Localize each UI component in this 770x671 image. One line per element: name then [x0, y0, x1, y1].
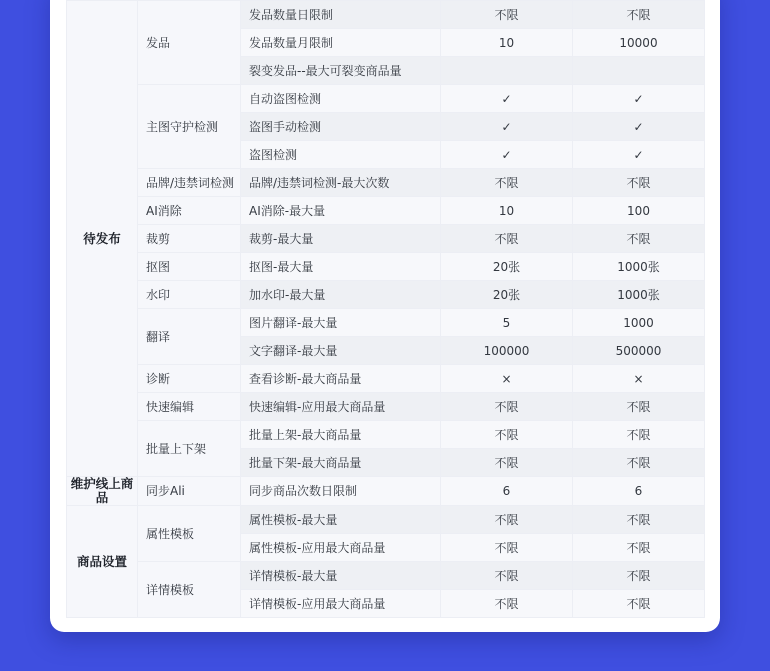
value-cell: 不限	[441, 393, 573, 421]
feature-label: 文字翻译-最大量	[241, 337, 441, 365]
value-cell: 不限	[573, 562, 705, 590]
category-label: 诊断	[138, 365, 241, 393]
value-cell: 1000	[573, 309, 705, 337]
value-cell: 6	[573, 477, 705, 506]
feature-label: 发品数量日限制	[241, 1, 441, 29]
check-icon: ✓	[441, 113, 573, 141]
check-icon: ✓	[573, 85, 705, 113]
group-label: 待发布	[67, 1, 138, 477]
value-cell: 不限	[573, 590, 705, 618]
feature-label: 盗图检测	[241, 141, 441, 169]
value-cell: 1000张	[573, 253, 705, 281]
category-label: 翻译	[138, 309, 241, 365]
feature-label: 盗图手动检测	[241, 113, 441, 141]
value-cell: 不限	[573, 506, 705, 534]
table-row	[67, 169, 705, 197]
feature-label: 详情模板-应用最大商品量	[241, 590, 441, 618]
category-label: AI消除	[138, 197, 241, 225]
value-cell: 不限	[441, 225, 573, 253]
feature-label: 快速编辑-应用最大商品量	[241, 393, 441, 421]
value-cell: 不限	[441, 534, 573, 562]
feature-label: 查看诊断-最大商品量	[241, 365, 441, 393]
category-label: 属性模板	[138, 506, 241, 562]
category-label: 批量上下架	[138, 421, 241, 477]
value-cell: 不限	[441, 1, 573, 29]
value-cell: 不限	[441, 421, 573, 449]
value-cell: 不限	[573, 449, 705, 477]
group-label: 维护线上商品	[67, 477, 138, 506]
table-row	[67, 281, 705, 309]
feature-label: 详情模板-最大量	[241, 562, 441, 590]
table-row	[67, 365, 705, 393]
value-cell: 不限	[573, 393, 705, 421]
table-row	[67, 506, 705, 534]
value-cell: 5	[441, 309, 573, 337]
comparison-card	[50, 0, 720, 632]
feature-label: 属性模板-最大量	[241, 506, 441, 534]
value-cell: 不限	[441, 562, 573, 590]
value-cell	[573, 57, 705, 85]
table-row	[67, 225, 705, 253]
value-cell: 10	[441, 197, 573, 225]
table-row	[67, 1, 705, 29]
cross-icon: ×	[573, 365, 705, 393]
feature-label: 批量上架-最大商品量	[241, 421, 441, 449]
table-row	[67, 421, 705, 449]
cross-icon: ×	[441, 365, 573, 393]
table-row	[67, 197, 705, 225]
value-cell: 不限	[441, 590, 573, 618]
category-label: 品牌/违禁词检测	[138, 169, 241, 197]
feature-label: 属性模板-应用最大商品量	[241, 534, 441, 562]
check-icon: ✓	[573, 141, 705, 169]
feature-label: 裂变发品--最大可裂变商品量	[241, 57, 441, 85]
category-label: 同步Ali	[138, 477, 241, 506]
category-label: 水印	[138, 281, 241, 309]
check-icon: ✓	[441, 141, 573, 169]
value-cell: 500000	[573, 337, 705, 365]
value-cell: 不限	[573, 225, 705, 253]
feature-label: 自动盗图检测	[241, 85, 441, 113]
value-cell: 10000	[573, 29, 705, 57]
feature-label: 同步商品次数日限制	[241, 477, 441, 506]
value-cell: 不限	[441, 169, 573, 197]
category-label: 发品	[138, 1, 241, 85]
value-cell: 20张	[441, 253, 573, 281]
value-cell: 6	[441, 477, 573, 506]
value-cell: 20张	[441, 281, 573, 309]
feature-label: 批量下架-最大商品量	[241, 449, 441, 477]
feature-comparison-table	[66, 0, 705, 618]
feature-label: AI消除-最大量	[241, 197, 441, 225]
category-label: 抠图	[138, 253, 241, 281]
value-cell: 1000张	[573, 281, 705, 309]
table-row	[67, 562, 705, 590]
check-icon: ✓	[573, 113, 705, 141]
table-row	[67, 253, 705, 281]
value-cell: 不限	[573, 534, 705, 562]
value-cell: 10	[441, 29, 573, 57]
feature-label: 发品数量月限制	[241, 29, 441, 57]
feature-label: 加水印-最大量	[241, 281, 441, 309]
value-cell: 不限	[573, 421, 705, 449]
value-cell: 不限	[573, 169, 705, 197]
value-cell: 不限	[441, 506, 573, 534]
value-cell: 100	[573, 197, 705, 225]
table-row	[67, 477, 705, 506]
category-label: 主图守护检测	[138, 85, 241, 169]
table-row	[67, 85, 705, 113]
feature-label: 抠图-最大量	[241, 253, 441, 281]
feature-label: 裁剪-最大量	[241, 225, 441, 253]
check-icon: ✓	[441, 85, 573, 113]
feature-label: 图片翻译-最大量	[241, 309, 441, 337]
value-cell: 不限	[441, 449, 573, 477]
category-label: 裁剪	[138, 225, 241, 253]
value-cell: 不限	[573, 1, 705, 29]
table-row	[67, 393, 705, 421]
category-label: 详情模板	[138, 562, 241, 618]
table-row	[67, 309, 705, 337]
value-cell: 100000	[441, 337, 573, 365]
value-cell	[441, 57, 573, 85]
category-label: 快速编辑	[138, 393, 241, 421]
feature-label: 品牌/违禁词检测-最大次数	[241, 169, 441, 197]
group-label: 商品设置	[67, 506, 138, 618]
